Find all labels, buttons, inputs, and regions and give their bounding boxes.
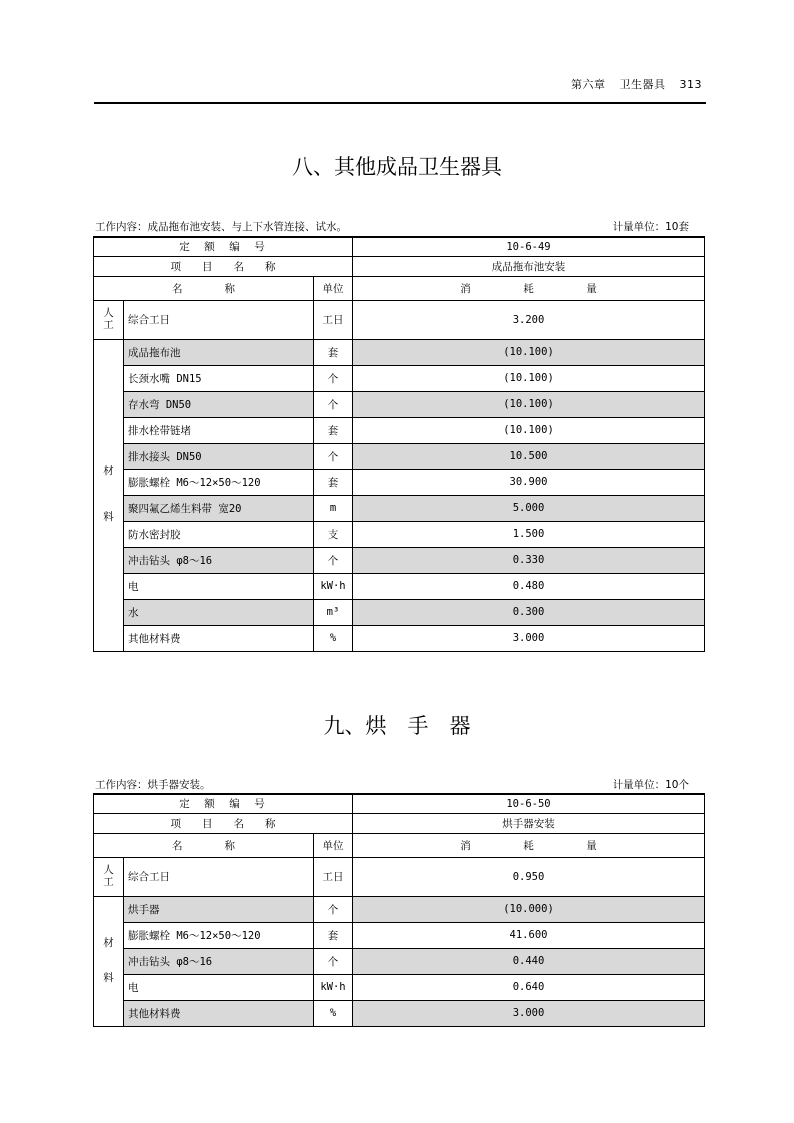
section8-table: [93, 236, 705, 652]
material-row: [94, 417, 705, 443]
material-row: [94, 625, 705, 651]
item-name-value: 成品拖布池安装: [353, 256, 705, 276]
col-consumption-header: 消 耗 量: [353, 833, 705, 857]
material-name: 长颈水嘴 DN15: [124, 365, 314, 391]
material-unit: m: [314, 495, 353, 521]
material-unit: 套: [314, 922, 353, 948]
material-value: (10.100): [353, 391, 705, 417]
material-row: [94, 521, 705, 547]
labor-unit: 工日: [314, 300, 353, 339]
item-name-label: 项 目 名 称: [94, 256, 353, 276]
material-name: 存水弯 DN50: [124, 391, 314, 417]
material-unit: kW·h: [314, 573, 353, 599]
column-header-row: [94, 833, 705, 857]
material-name: 排水接头 DN50: [124, 443, 314, 469]
col-consumption-header: 消 耗 量: [353, 276, 705, 300]
section9-title: 九、烘 手 器: [323, 714, 471, 738]
material-value: 5.000: [353, 495, 705, 521]
material-unit: 个: [314, 896, 353, 922]
col-unit-header: 单位: [314, 833, 353, 857]
section8-work-content: 工作内容：成品拖布池安装、与上下水管连接、试水。: [95, 221, 347, 233]
material-name: 防水密封胶: [124, 521, 314, 547]
quota-code-row: [94, 794, 705, 813]
material-value: 0.480: [353, 573, 705, 599]
material-value: 3.000: [353, 1000, 705, 1026]
material-value: 41.600: [353, 922, 705, 948]
material-unit: %: [314, 625, 353, 651]
labor-value: 3.200: [353, 300, 705, 339]
material-name: 冲击钻头 φ8～16: [124, 547, 314, 573]
labor-name: 综合工日: [124, 300, 314, 339]
material-name: 排水栓带链堵: [124, 417, 314, 443]
material-row: [94, 469, 705, 495]
material-name: 其他材料费: [124, 1000, 314, 1026]
material-unit: 个: [314, 443, 353, 469]
material-unit: 套: [314, 417, 353, 443]
material-value: 0.330: [353, 547, 705, 573]
material-unit: %: [314, 1000, 353, 1026]
material-value: (10.100): [353, 365, 705, 391]
material-unit: 个: [314, 547, 353, 573]
material-row: [94, 495, 705, 521]
material-name: 烘手器: [124, 896, 314, 922]
col-unit-header: 单位: [314, 276, 353, 300]
material-name: 电: [124, 974, 314, 1000]
header-text: [557, 76, 702, 92]
material-unit: 个: [314, 948, 353, 974]
section8-meta: [95, 219, 703, 233]
material-row: [94, 599, 705, 625]
section8-title: 八、其他成品卫生器具: [292, 155, 502, 179]
material-value: 0.640: [353, 974, 705, 1000]
material-row: [94, 974, 705, 1000]
labor-row: [94, 857, 705, 896]
material-value: 10.500: [353, 443, 705, 469]
material-value: (10.100): [353, 339, 705, 365]
col-name-header: 名 称: [94, 276, 314, 300]
quota-code-value: 10-6-49: [353, 237, 705, 256]
material-row: [94, 391, 705, 417]
material-name: 其他材料费: [124, 625, 314, 651]
section9-unit: 计量单位：10个: [612, 779, 689, 791]
item-name-label: 项 目 名 称: [94, 813, 353, 833]
material-unit: 套: [314, 469, 353, 495]
material-value: 1.500: [353, 521, 705, 547]
material-unit: 个: [314, 391, 353, 417]
material-value: (10.100): [353, 417, 705, 443]
material-name: 成品拖布池: [124, 339, 314, 365]
col-name-header: 名 称: [94, 833, 314, 857]
material-row: [94, 365, 705, 391]
section9-work-content: 工作内容：烘手器安装。: [95, 779, 211, 791]
material-name: 冲击钻头 φ8～16: [124, 948, 314, 974]
material-row: [94, 339, 705, 365]
page-number: 313: [679, 78, 702, 91]
material-row: [94, 573, 705, 599]
material-label: 材 料: [94, 339, 124, 651]
material-unit: 个: [314, 365, 353, 391]
material-row: [94, 922, 705, 948]
item-name-row: [94, 256, 705, 276]
page-header: [94, 72, 706, 104]
material-row: [94, 443, 705, 469]
chapter-label: 第六章: [571, 78, 606, 91]
section9-table: [93, 793, 705, 1027]
labor-value: 0.950: [353, 857, 705, 896]
material-row: [94, 547, 705, 573]
material-row: [94, 948, 705, 974]
quota-code-row: [94, 237, 705, 256]
material-label: 材 料: [94, 896, 124, 1026]
material-name: 电: [124, 573, 314, 599]
labor-label: 人 工: [94, 300, 124, 339]
material-unit: kW·h: [314, 974, 353, 1000]
material-value: 30.900: [353, 469, 705, 495]
item-name-row: [94, 813, 705, 833]
material-row: [94, 896, 705, 922]
material-value: (10.000): [353, 896, 705, 922]
material-value: 0.300: [353, 599, 705, 625]
quota-code-value: 10-6-50: [353, 794, 705, 813]
section8-unit: 计量单位：10套: [612, 221, 689, 233]
quota-code-label: 定 额 编 号: [94, 794, 353, 813]
material-name: 膨胀螺栓 M6～12×50～120: [124, 469, 314, 495]
material-unit: 支: [314, 521, 353, 547]
material-unit: 套: [314, 339, 353, 365]
column-header-row: [94, 276, 705, 300]
material-name: 水: [124, 599, 314, 625]
labor-row: [94, 300, 705, 339]
item-name-value: 烘手器安装: [353, 813, 705, 833]
labor-name: 综合工日: [124, 857, 314, 896]
material-name: 膨胀螺栓 M6～12×50～120: [124, 922, 314, 948]
quota-code-label: 定 额 编 号: [94, 237, 353, 256]
chapter-title: 卫生器具: [619, 78, 666, 91]
labor-label: 人 工: [94, 857, 124, 896]
section9-meta: [95, 777, 703, 791]
material-value: 0.440: [353, 948, 705, 974]
labor-unit: 工日: [314, 857, 353, 896]
material-row: [94, 1000, 705, 1026]
material-name: 聚四氟乙烯生料带 宽20: [124, 495, 314, 521]
material-value: 3.000: [353, 625, 705, 651]
material-unit: m³: [314, 599, 353, 625]
